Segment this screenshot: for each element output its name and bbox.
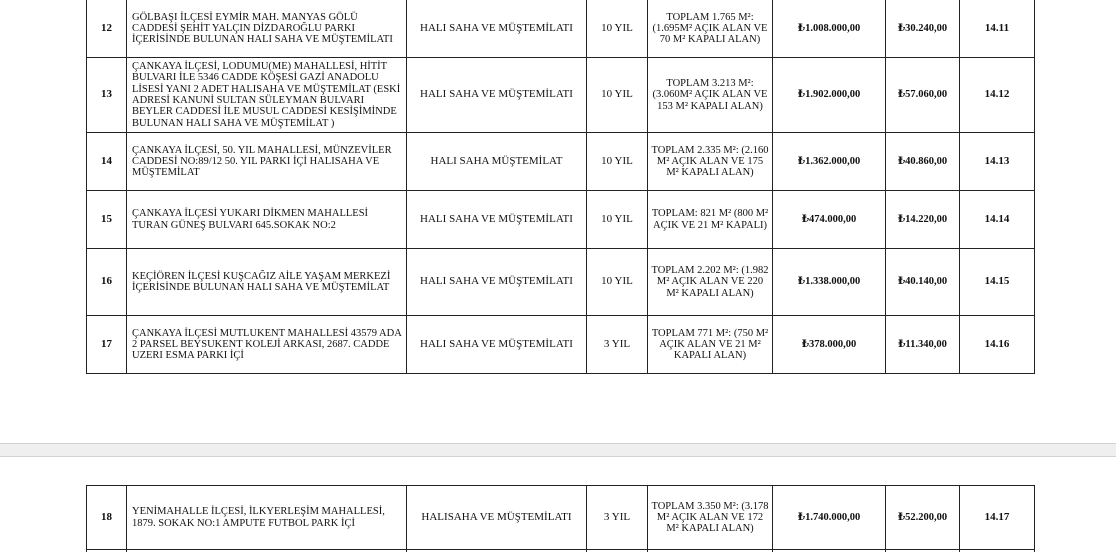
table-row	[87, 58, 1035, 133]
guarantee-fee: ₺40.140,00	[886, 249, 960, 316]
reference-number: 14.12	[960, 58, 1035, 133]
area-size: TOPLAM: 821 M² (800 M² AÇIK VE 21 M² KAPALI)	[648, 191, 773, 249]
guarantee-fee: ₺14.220,00	[886, 191, 960, 249]
lease-duration: 10 YIL	[587, 58, 648, 133]
reference-number: 14.13	[960, 133, 1035, 191]
estimated-value: ₺1.902.000,00	[773, 58, 886, 133]
row-number: 17	[87, 316, 127, 374]
estimated-value: ₺1.740.000,00	[773, 486, 886, 550]
tender-table	[86, 0, 1035, 374]
estimated-value: ₺1.338.000,00	[773, 249, 886, 316]
guarantee-fee: ₺11.340,00	[886, 316, 960, 374]
reference-number: 14.16	[960, 316, 1035, 374]
usage-type: HALI SAHA VE MÜŞTEMİLATI	[407, 0, 587, 58]
document-page-next	[0, 457, 1116, 552]
usage-type: HALI SAHA VE MÜŞTEMİLATI	[407, 58, 587, 133]
lease-duration: 3 YIL	[587, 316, 648, 374]
table-row	[87, 486, 1035, 550]
area-size: TOPLAM 771 M²: (750 M² AÇIK ALAN VE 21 M² KAPALI ALAN)	[648, 316, 773, 374]
guarantee-fee: ₺30.240,00	[886, 0, 960, 58]
property-address: YENİMAHALLE İLÇESİ, İLKYERLEŞİM MAHALLESİ, 1879. SOKAK NO:1 AMPUTE FUTBOL PARK İÇİ	[127, 486, 407, 550]
row-number: 16	[87, 249, 127, 316]
reference-number: 14.14	[960, 191, 1035, 249]
row-number: 14	[87, 133, 127, 191]
area-size: TOPLAM 2.335 M²: (2.160 M² AÇIK ALAN VE 175 M² KAPALI ALAN)	[648, 133, 773, 191]
guarantee-fee: ₺52.200,00	[886, 486, 960, 550]
table-row	[87, 249, 1035, 316]
table-row	[87, 316, 1035, 374]
row-number: 12	[87, 0, 127, 58]
guarantee-fee: ₺57.060,00	[886, 58, 960, 133]
reference-number: 14.17	[960, 486, 1035, 550]
lease-duration: 10 YIL	[587, 249, 648, 316]
row-number: 18	[87, 486, 127, 550]
tender-table-continued	[86, 485, 1035, 552]
area-size: TOPLAM 2.202 M²: (1.982 M² AÇIK ALAN VE 220 M² KAPALI ALAN)	[648, 249, 773, 316]
row-number: 15	[87, 191, 127, 249]
area-size: TOPLAM 1.765 M²: (1.695M² AÇIK ALAN VE 70 M² KAPALI ALAN)	[648, 0, 773, 58]
reference-number: 14.11	[960, 0, 1035, 58]
table-row	[87, 133, 1035, 191]
lease-duration: 3 YIL	[587, 486, 648, 550]
page-separator	[0, 443, 1116, 457]
usage-type: HALI SAHA VE MÜŞTEMİLATI	[407, 316, 587, 374]
estimated-value: ₺1.362.000,00	[773, 133, 886, 191]
property-address: ÇANKAYA İLÇESİ YUKARI DİKMEN MAHALLESİ TURAN GÜNEŞ BULVARI 645.SOKAK NO:2	[127, 191, 407, 249]
lease-duration: 10 YIL	[587, 0, 648, 58]
property-address: KEÇİÖREN İLÇESİ KUŞCAĞIZ AİLE YAŞAM MERKEZİ İÇERİSİNDE BULUNAN HALI SAHA VE MÜŞTEMİLAT	[127, 249, 407, 316]
lease-duration: 10 YIL	[587, 191, 648, 249]
estimated-value: ₺1.008.000,00	[773, 0, 886, 58]
table-row	[87, 0, 1035, 58]
property-address: GÖLBAŞI İLÇESİ EYMİR MAH. MANYAS GÖLÜ CADDESİ ŞEHİT YALÇIN DİZDAROĞLU PARKI İÇERİSİNDE BULUNAN HALI SAHA VE MÜŞTEMİLATI	[127, 0, 407, 58]
table-row	[87, 191, 1035, 249]
estimated-value: ₺378.000,00	[773, 316, 886, 374]
area-size: TOPLAM 3.213 M²: (3.060M² AÇIK ALAN VE 153 M² KAPALI ALAN)	[648, 58, 773, 133]
row-number: 13	[87, 58, 127, 133]
usage-type: HALI SAHA VE MÜŞTEMİLATI	[407, 249, 587, 316]
estimated-value: ₺474.000,00	[773, 191, 886, 249]
usage-type: HALI SAHA MÜŞTEMİLAT	[407, 133, 587, 191]
usage-type: HALI SAHA VE MÜŞTEMİLATI	[407, 191, 587, 249]
reference-number: 14.15	[960, 249, 1035, 316]
property-address: ÇANKAYA İLÇESİ MUTLUKENT MAHALLESİ 43579 ADA 2 PARSEL BEYSUKENT KOLEJİ ARKASI, 2687. CADDE UZERI ESMA PARKI İÇİ	[127, 316, 407, 374]
lease-duration: 10 YIL	[587, 133, 648, 191]
property-address: ÇANKAYA İLÇESİ, LODUMU(ME) MAHALLESİ, HİTİT BULVARI İLE 5346 CADDE KÖŞESİ GAZİ ANADOLU LİSESİ YANI 2 ADET HALISAHA VE MÜŞTEMİLAT (ESKİ ADRESİ KANUNİ SULTAN SÜLEYMAN BULVARI BEYLER CADDESİ İLE MUSUL CADDESİ KESİŞİMİNDE BULUNAN HALI SAHA VE MÜŞTEMİLAT )	[127, 58, 407, 133]
property-address: ÇANKAYA İLÇESİ, 50. YIL MAHALLESİ, MÜNZEVİLER CADDESİ NO:89/12 50. YIL PARKI İÇİ HALISAHA VE MÜŞTEMİLAT	[127, 133, 407, 191]
area-size: TOPLAM 3.350 M²: (3.178 M² AÇIK ALAN VE 172 M² KAPALI ALAN)	[648, 486, 773, 550]
usage-type: HALISAHA VE MÜŞTEMİLATI	[407, 486, 587, 550]
guarantee-fee: ₺40.860,00	[886, 133, 960, 191]
